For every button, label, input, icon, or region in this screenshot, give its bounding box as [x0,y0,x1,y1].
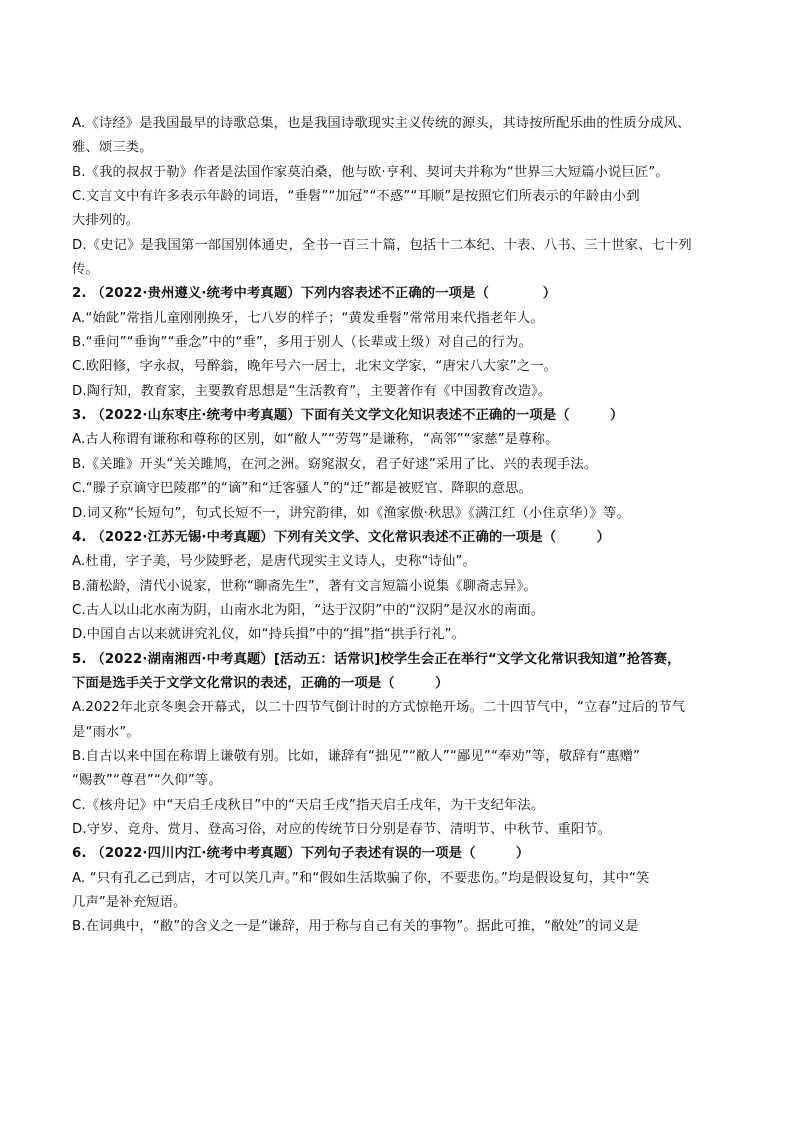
text-line: 是“雨水”。 [72,724,140,740]
text-line: B.在词典中，“敝”的含义之一是“谦辞，用于称与自己有关的事物”。据此可推，“敝处”的词义是 [72,919,639,935]
text-line: A.杜甫，字子美，号少陵野老，是唐代现实主义诗人，史称“诗仙”。 [72,554,476,570]
text-line: 传。 [72,262,99,278]
text-line: B.《关雎》开头“关关雎鸠，在河之洲。窈窕淑女，君子好逑”采用了比、兴的表现手法。 [72,456,598,472]
text-line: D.词又称“长短句”，句式长短不一，讲究韵律，如《渔家傲·秋思》《满江红（小住京华）》等。 [72,505,630,521]
text-line: B.自古以来中国在称谓上谦敬有别。比如，谦辞有“拙见”“敝人”“鄙见”“奉劝”等，敬辞有“惠赠” [72,748,641,764]
text-line: B.“垂问”“垂询”“垂念”中的“垂”，多用于别人（长辈或上级）对自己的行为。 [72,335,532,351]
text-line: B.蒲松龄，清代小说家，世称“聊斋先生”，著有文言短篇小说集《聊斋志异》。 [72,578,537,594]
text-line: C.《核舟记》中“天启壬戌秋日”中的“天启壬戌”指天启壬戌年，为干支纪年法。 [72,797,545,813]
text-line: A.2022年北京冬奥会开幕式，以二十四节气倒计时的方式惊艳开场。二十四节气中，“立春”过后的节气 [72,700,686,716]
text-line: C.文言文中有许多表示年龄的词语，“垂髫”“加冠”“不惑”“耳顺”是按照它们所表示的年龄由小到 [72,189,640,205]
text-line: D.陶行知，教育家，主要教育思想是“生活教育”，主要著作有《中国教育改造》。 [72,383,552,399]
text-line: A. “只有孔乙己到店，才可以笑几声。”和“假如生活欺骗了你，不要悲伤。”均是假设复句，其中“笑 [72,870,650,886]
question-heading: 6. （2022·四川内江·统考中考真题）下列句子表述有误的一项是（ ） [72,846,530,862]
text-line: A.《诗经》是我国最早的诗歌总集，也是我国诗歌现实主义传统的源头，其诗按所配乐曲的性质分成风、 [72,116,691,131]
text-line: D.中国自古以来就讲究礼仪，如“持兵揖”中的“揖”指“拱手行礼”。 [72,627,466,643]
text-line: D.守岁、竞舟、赏月、登高习俗，对应的传统节日分别是春节、清明节、中秋节、重阳节。 [72,821,612,837]
text-line: B.《我的叔叔于勒》作者是法国作家莫泊桑，他与欧·亨利、契诃夫并称为“世界三大短篇小说巨匠”。 [72,164,669,180]
text-line: “赐教”“尊君”“久仰”等。 [72,773,222,789]
question-heading: 下面是选手关于文学文化常识的表述，正确的一项是（ ） [72,675,449,691]
question-heading: 4. （2022·江苏无锡·中考真题）下列有关文学、文化常识表述不正确的一项是（ ） [72,529,611,545]
text-line: 几声”是补充短语。 [72,895,187,910]
text-line: D.《史记》是我国第一部国别体通史，全书一百三十篇，包括十二本纪、十表、八书、三十世家、七十列 [72,237,692,253]
text-line: C.古人以山北水南为阴，山南水北为阳，“达于汉阴”中的“汉阴”是汉水的南面。 [72,602,545,618]
text-line: A.“始龀”常指儿童刚刚换牙，七八岁的样子；“黄发垂髫”常常用来代指老年人。 [72,310,544,326]
question-heading: 5. （2022·湖南湘西·中考真题）[活动五：话常识]校学生会正在举行“文学文化常识我知道”抢答赛， [72,651,681,667]
document-body [72,112,732,940]
text-line: A.古人称谓有谦称和尊称的区别，如“敝人”“劳驾”是谦称，“高邻”“家慈”是尊称。 [72,432,559,448]
text-line: 大排列的。 [72,213,140,229]
text-line: C.“滕子京谪守巴陵郡”的“谪”和“迁客骚人”的“迁”都是被贬官、降职的意思。 [72,481,533,497]
text-line: C.欧阳修，字永叔，号醉翁，晚年号六一居士，北宋文学家，“唐宋八大家”之一。 [72,359,558,375]
text-line: 雅、颂三类。 [72,140,153,156]
question-heading: 2. （2022·贵州遵义·统考中考真题）下列内容表述不正确的一项是（ ） [72,286,557,302]
question-heading: 3. （2022·山东枣庄·统考中考真题）下面有关文学文化知识表述不正确的一项是（ ） [72,408,624,424]
